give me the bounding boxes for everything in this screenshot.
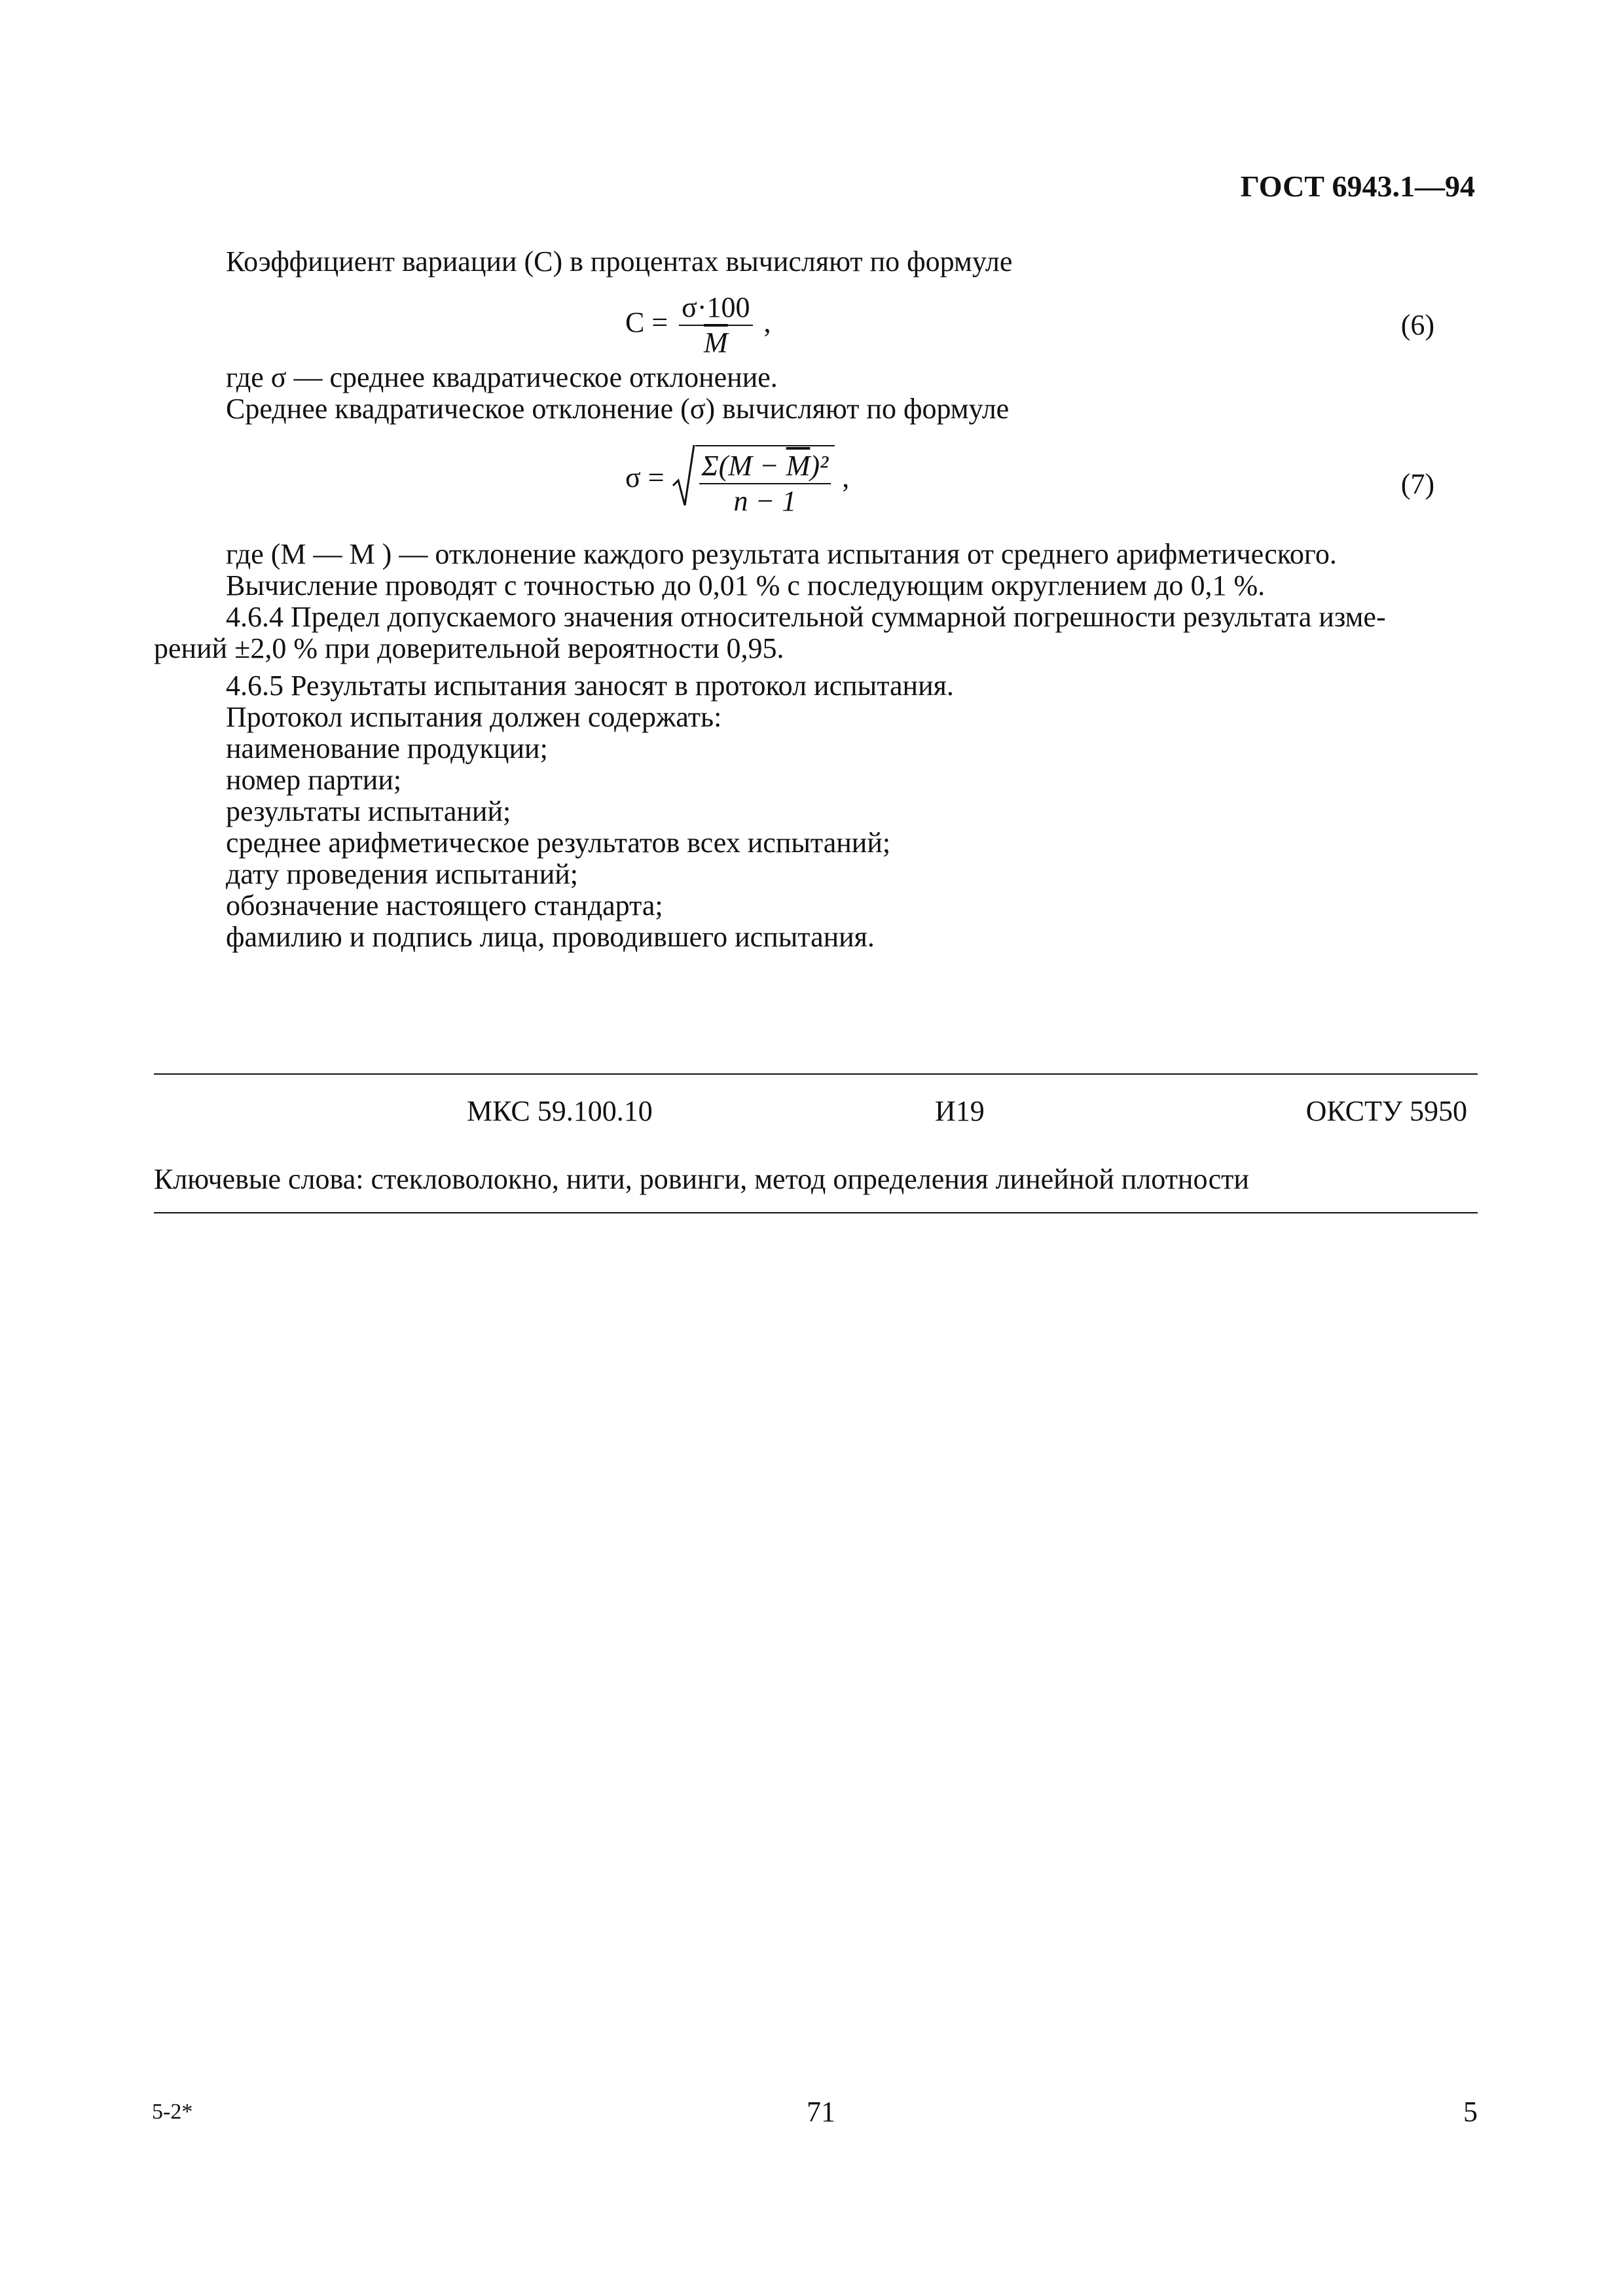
formula-6-number: (6) xyxy=(1400,309,1434,341)
list-item: дату проведения испытаний; xyxy=(226,858,579,890)
paragraph-variation-coefficient: Коэффициент вариации (С) в процентах вычисляют по формуле xyxy=(226,245,1013,278)
keywords: Ключевые слова: стекловолокно, нити, ровинги, метод определения линейной плотности xyxy=(154,1163,1249,1195)
paragraph-protocol: Протокол испытания должен содержать: xyxy=(226,701,722,733)
list-item: среднее арифметическое результатов всех испытаний; xyxy=(226,827,891,859)
classification-code: И19 xyxy=(935,1095,985,1127)
paragraph-deviation-definition: где (M — M ) — отклонение каждого результата испытания от среднего арифметического. xyxy=(226,538,1337,570)
classification-okstu: ОКСТУ 5950 xyxy=(1305,1095,1467,1127)
list-item: обозначение настоящего стандарта; xyxy=(226,889,663,922)
formula-6-fraction xyxy=(679,293,752,357)
formula-7-fraction xyxy=(699,452,831,516)
formula-7-comma: , xyxy=(842,461,850,494)
formula-7-number: (7) xyxy=(1400,468,1434,500)
document-id: ГОСТ 6943.1—94 xyxy=(1240,170,1475,203)
footer-left: 5-2* xyxy=(152,2100,193,2124)
classification-mks: МКС 59.100.10 xyxy=(467,1095,653,1127)
formula-6-denominator: M xyxy=(679,325,752,357)
formula-6-numerator: σ·100 xyxy=(682,291,750,323)
formula-6-comma: , xyxy=(763,306,771,339)
formula-6-lhs: C = xyxy=(625,306,668,339)
formula-6 xyxy=(625,293,771,357)
divider-bottom xyxy=(154,1212,1478,1213)
divider-top xyxy=(154,1073,1478,1075)
paragraph-std-deviation: Среднее квадратическое отклонение (σ) вычисляют по формуле xyxy=(226,393,1010,425)
formula-7-numerator: $\Sigma(M - \overline{M})^2$ xyxy=(701,450,829,482)
formula-7-sqrt xyxy=(672,445,835,516)
paragraph-calculation-accuracy: Вычисление проводят с точностью до 0,01 % с последующим округлением до 0,1 %. xyxy=(226,569,1266,601)
formula-7 xyxy=(625,445,849,516)
paragraph-4-6-4-line2: рений ±2,0 % при доверительной вероятности 0,95. xyxy=(154,632,784,664)
paragraph-sigma-definition: где σ — среднее квадратическое отклонение. xyxy=(226,361,778,393)
list-item: результаты испытаний; xyxy=(226,795,511,827)
paragraph-4-6-5: 4.6.5 Результаты испытания заносят в протокол испытания. xyxy=(226,670,954,702)
footer-page-number: 71 xyxy=(807,2096,835,2128)
formula-7-denominator: n − 1 xyxy=(699,483,831,516)
paragraph-4-6-4-line1: 4.6.4 Предел допускаемого значения относительной суммарной погрешности результата изме- xyxy=(226,601,1386,633)
footer-right: 5 xyxy=(1463,2096,1478,2128)
list-item: фамилию и подпись лица, проводившего испытания. xyxy=(226,921,875,953)
formula-7-radicand xyxy=(695,445,835,516)
sqrt-symbol-icon xyxy=(672,440,695,512)
list-item: наименование продукции; xyxy=(226,732,548,764)
list-item: номер партии; xyxy=(226,764,402,796)
formula-7-lhs: σ = xyxy=(625,461,665,494)
